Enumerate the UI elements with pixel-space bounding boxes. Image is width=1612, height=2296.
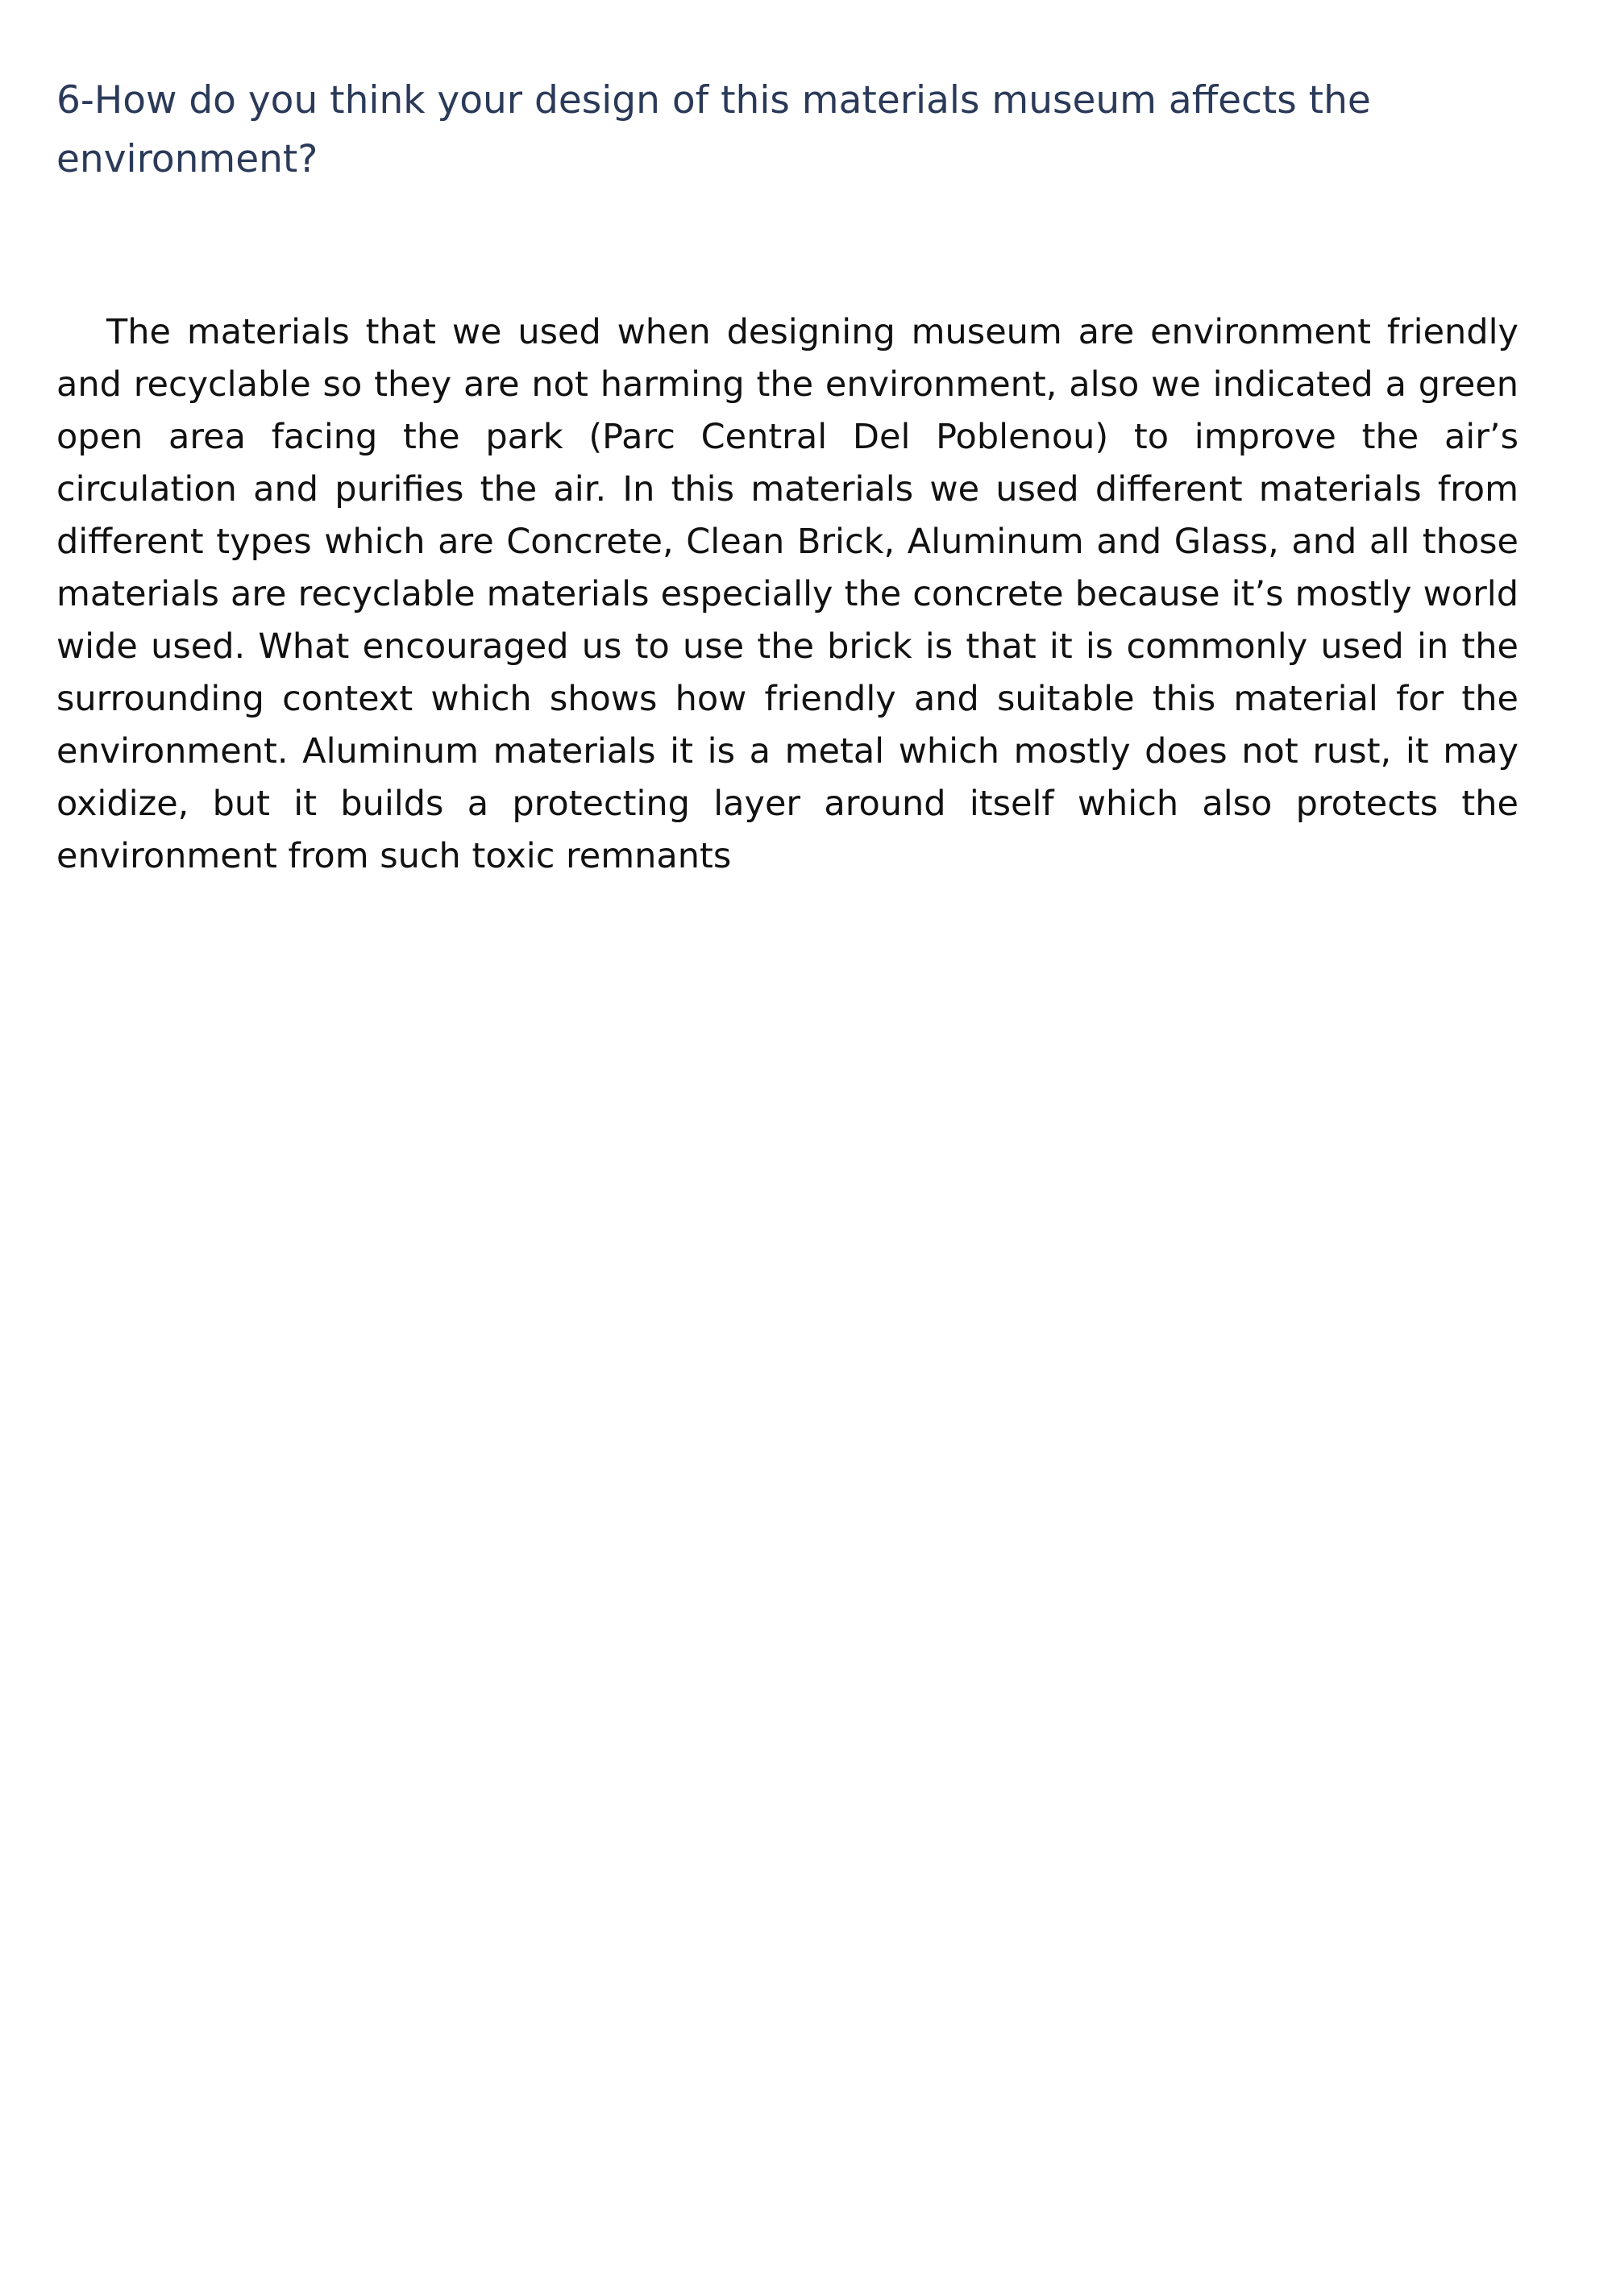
question-heading: 6-How do you think your design of this materials museum affects the environment? [56, 78, 1371, 181]
answer-paragraph: The materials that we used when designing museum are environment friendly and recyclable so they are not harming the environment, also we indicated a green open area facing the park (Parc Central Del Poblenou) to improve the air’s circulation and purifies the air. In this materials we used different materials from different types which are Concrete, Clean Brick, Aluminum and Glass, and all those materials are recyclable materials especially the concrete because it’s mostly world wide used. What encouraged us to use the brick is that it is commonly used in the surrounding context which shows how friendly and suitable this material for the environment. Aluminum materials it is a metal which mostly does not rust, it may oxidize, but it builds a protecting layer around itself which also protects the environment from such toxic remnants [56, 312, 1519, 876]
